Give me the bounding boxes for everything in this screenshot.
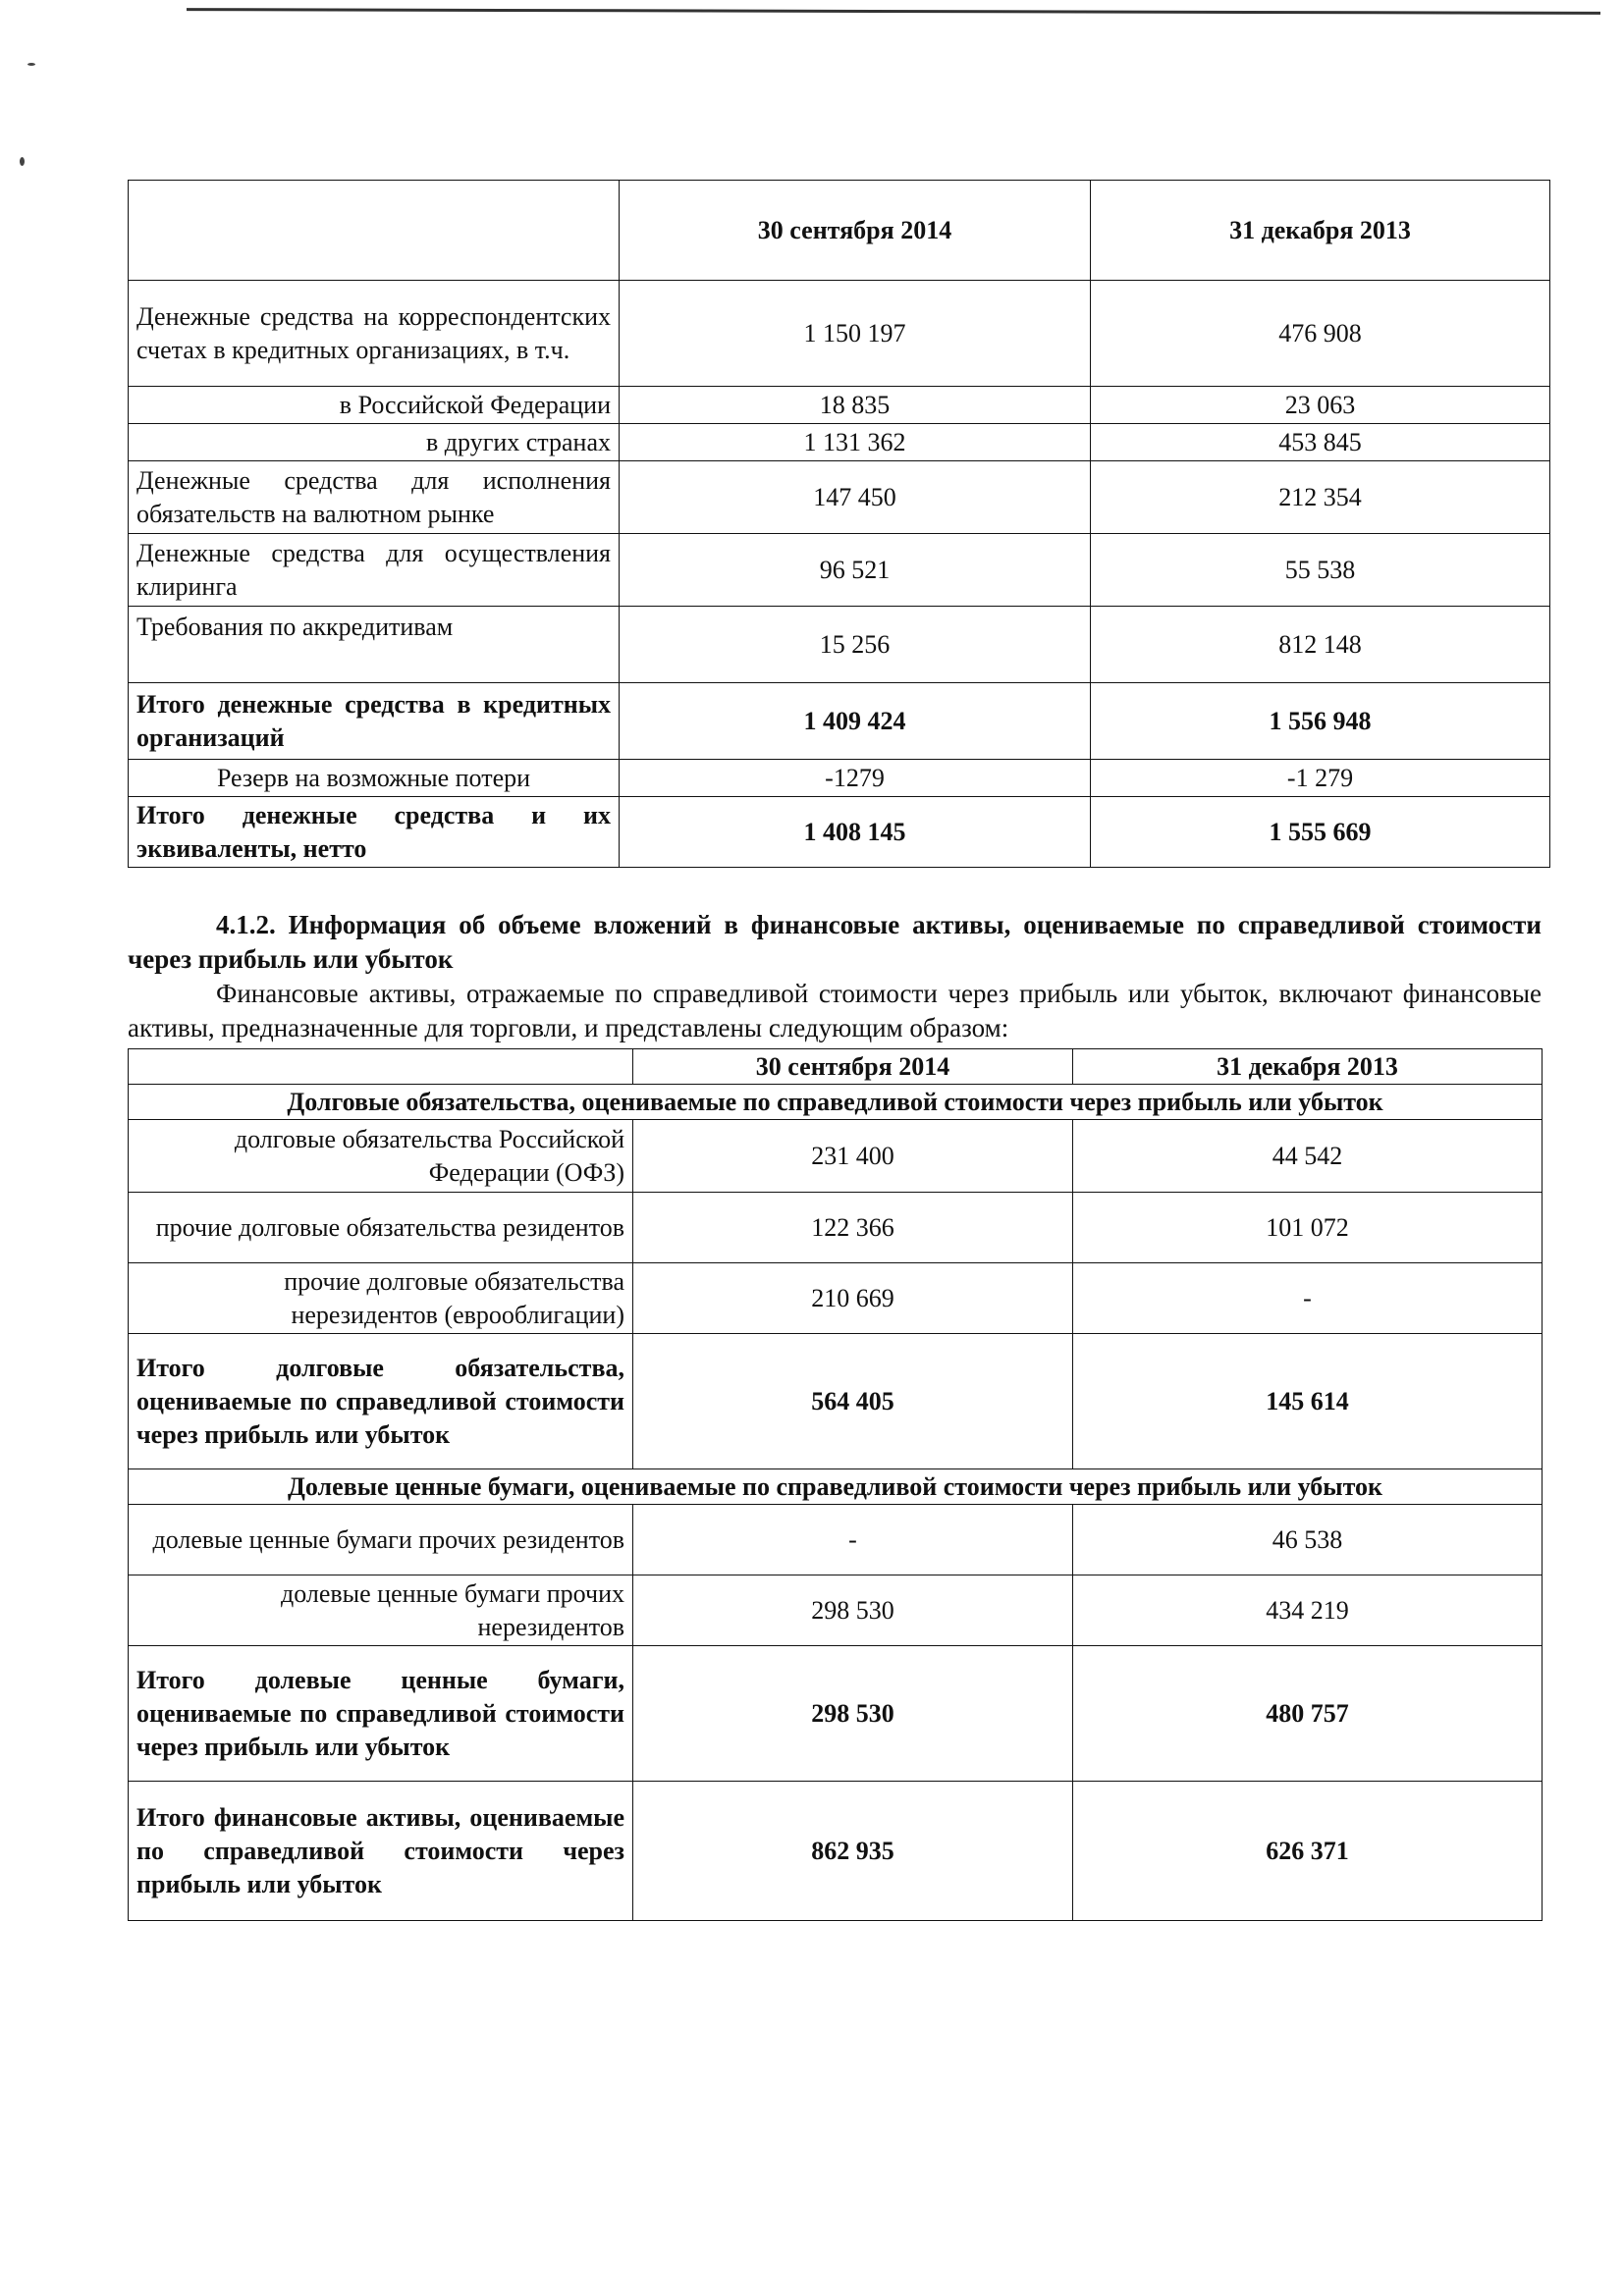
table-row	[129, 534, 1550, 607]
row-label: прочие долговые обязательства резидентов	[129, 1193, 633, 1263]
row-label: Резерв на возможные потери	[129, 760, 620, 797]
row-value-col2: 812 148	[1091, 607, 1550, 683]
row-value-col1: 298 530	[633, 1646, 1073, 1782]
table-row-total	[129, 1646, 1543, 1782]
header-empty-cell	[129, 1049, 633, 1085]
row-value-col2: -	[1073, 1263, 1543, 1334]
top-scan-rule	[187, 8, 1600, 15]
cash-equivalents-table	[128, 180, 1550, 868]
row-value-col1: 18 835	[620, 387, 1091, 424]
row-value-col2: 145 614	[1073, 1334, 1543, 1469]
section-heading: 4.1.2. Информация об объеме вложений в финансовые активы, оцениваемые по справедливой стоимости через прибыль или убыток	[128, 910, 1542, 974]
row-value-col2: 212 354	[1091, 461, 1550, 534]
row-value-col1: 862 935	[633, 1782, 1073, 1921]
row-value-col1: 147 450	[620, 461, 1091, 534]
group-title-row	[129, 1469, 1543, 1505]
row-value-col1: 298 530	[633, 1575, 1073, 1646]
debt-group-title: Долговые обязательства, оцениваемые по справедливой стоимости через прибыль или убыток	[129, 1085, 1543, 1120]
row-label: долговые обязательства Российской Федерации (ОФЗ)	[129, 1120, 633, 1193]
row-label: Итого долговые обязательства, оцениваемые по справедливой стоимости через прибыль или убыток	[129, 1334, 633, 1469]
section-intro: Финансовые активы, отражаемые по справедливой стоимости через прибыль или убыток, включают финансовые активы, предназначенные для торговли, и представлены следующим образом:	[128, 979, 1542, 1042]
table-row	[129, 1193, 1543, 1263]
row-value-col1: 210 669	[633, 1263, 1073, 1334]
table-header-row	[129, 1049, 1543, 1085]
table-row	[129, 461, 1550, 534]
row-value-col2: 55 538	[1091, 534, 1550, 607]
row-value-col2: 101 072	[1073, 1193, 1543, 1263]
row-value-col1: 1 131 362	[620, 424, 1091, 461]
table-row	[129, 424, 1550, 461]
header-date-col2: 31 декабря 2013	[1091, 181, 1550, 281]
header-date-col2: 31 декабря 2013	[1073, 1049, 1543, 1085]
row-value-col2: 476 908	[1091, 281, 1550, 387]
row-value-col2: 1 555 669	[1091, 797, 1550, 868]
table-row-grand-total	[129, 1782, 1543, 1921]
row-value-col1: 15 256	[620, 607, 1091, 683]
row-label: Требования по аккредитивам	[129, 607, 620, 683]
row-label: прочие долговые обязательства нерезидентов (еврооблигации)	[129, 1263, 633, 1334]
header-empty-cell	[129, 181, 620, 281]
row-label: Денежные средства для осуществления клиринга	[129, 534, 620, 607]
row-value-col2: -1 279	[1091, 760, 1550, 797]
row-value-col1: 564 405	[633, 1334, 1073, 1469]
table-row	[129, 607, 1550, 683]
row-value-col2: 46 538	[1073, 1505, 1543, 1575]
group-title-row	[129, 1085, 1543, 1120]
row-value-col1: -	[633, 1505, 1073, 1575]
table-row	[129, 1575, 1543, 1646]
row-value-col2: 453 845	[1091, 424, 1550, 461]
table-row-total	[129, 1334, 1543, 1469]
financial-assets-table	[128, 1048, 1543, 1921]
row-value-col2: 1 556 948	[1091, 683, 1550, 760]
row-label: долевые ценные бумаги прочих резидентов	[129, 1505, 633, 1575]
row-value-col1: 1 409 424	[620, 683, 1091, 760]
row-value-col1: 231 400	[633, 1120, 1073, 1193]
row-value-col2: 480 757	[1073, 1646, 1543, 1782]
row-label: в других странах	[129, 424, 620, 461]
row-label: в Российской Федерации	[129, 387, 620, 424]
row-label: Итого долевые ценные бумаги, оцениваемые по справедливой стоимости через прибыль или убыток	[129, 1646, 633, 1782]
table-row-total	[129, 797, 1550, 868]
table-header-row	[129, 181, 1550, 281]
row-label: Итого денежные средства в кредитных организаций	[129, 683, 620, 760]
row-value-col1: 122 366	[633, 1193, 1073, 1263]
row-value-col2: 626 371	[1073, 1782, 1543, 1921]
section-4-1-2	[128, 908, 1542, 1045]
table-row	[129, 387, 1550, 424]
table-row	[129, 760, 1550, 797]
row-label: Денежные средства на корреспондентских счетах в кредитных организациях, в т.ч.	[129, 281, 620, 387]
row-value-col2: 434 219	[1073, 1575, 1543, 1646]
table-row-total	[129, 683, 1550, 760]
row-value-col1: 1 408 145	[620, 797, 1091, 868]
row-label: Итого денежные средства и их эквиваленты, нетто	[129, 797, 620, 868]
table-row	[129, 1505, 1543, 1575]
row-label: Итого финансовые активы, оцениваемые по справедливой стоимости через прибыль или убыток	[129, 1782, 633, 1921]
row-value-col1: 1 150 197	[620, 281, 1091, 387]
row-value-col2: 23 063	[1091, 387, 1550, 424]
row-value-col1: -1279	[620, 760, 1091, 797]
row-value-col1: 96 521	[620, 534, 1091, 607]
table-row	[129, 1120, 1543, 1193]
table-row	[129, 1263, 1543, 1334]
header-date-col1: 30 сентября 2014	[620, 181, 1091, 281]
row-label: долевые ценные бумаги прочих нерезидентов	[129, 1575, 633, 1646]
scan-speck	[20, 157, 25, 166]
header-date-col1: 30 сентября 2014	[633, 1049, 1073, 1085]
table-row	[129, 281, 1550, 387]
equity-group-title: Долевые ценные бумаги, оцениваемые по справедливой стоимости через прибыль или убыток	[129, 1469, 1543, 1505]
row-value-col2: 44 542	[1073, 1120, 1543, 1193]
row-label: Денежные средства для исполнения обязательств на валютном рынке	[129, 461, 620, 534]
scan-speck	[27, 63, 35, 66]
